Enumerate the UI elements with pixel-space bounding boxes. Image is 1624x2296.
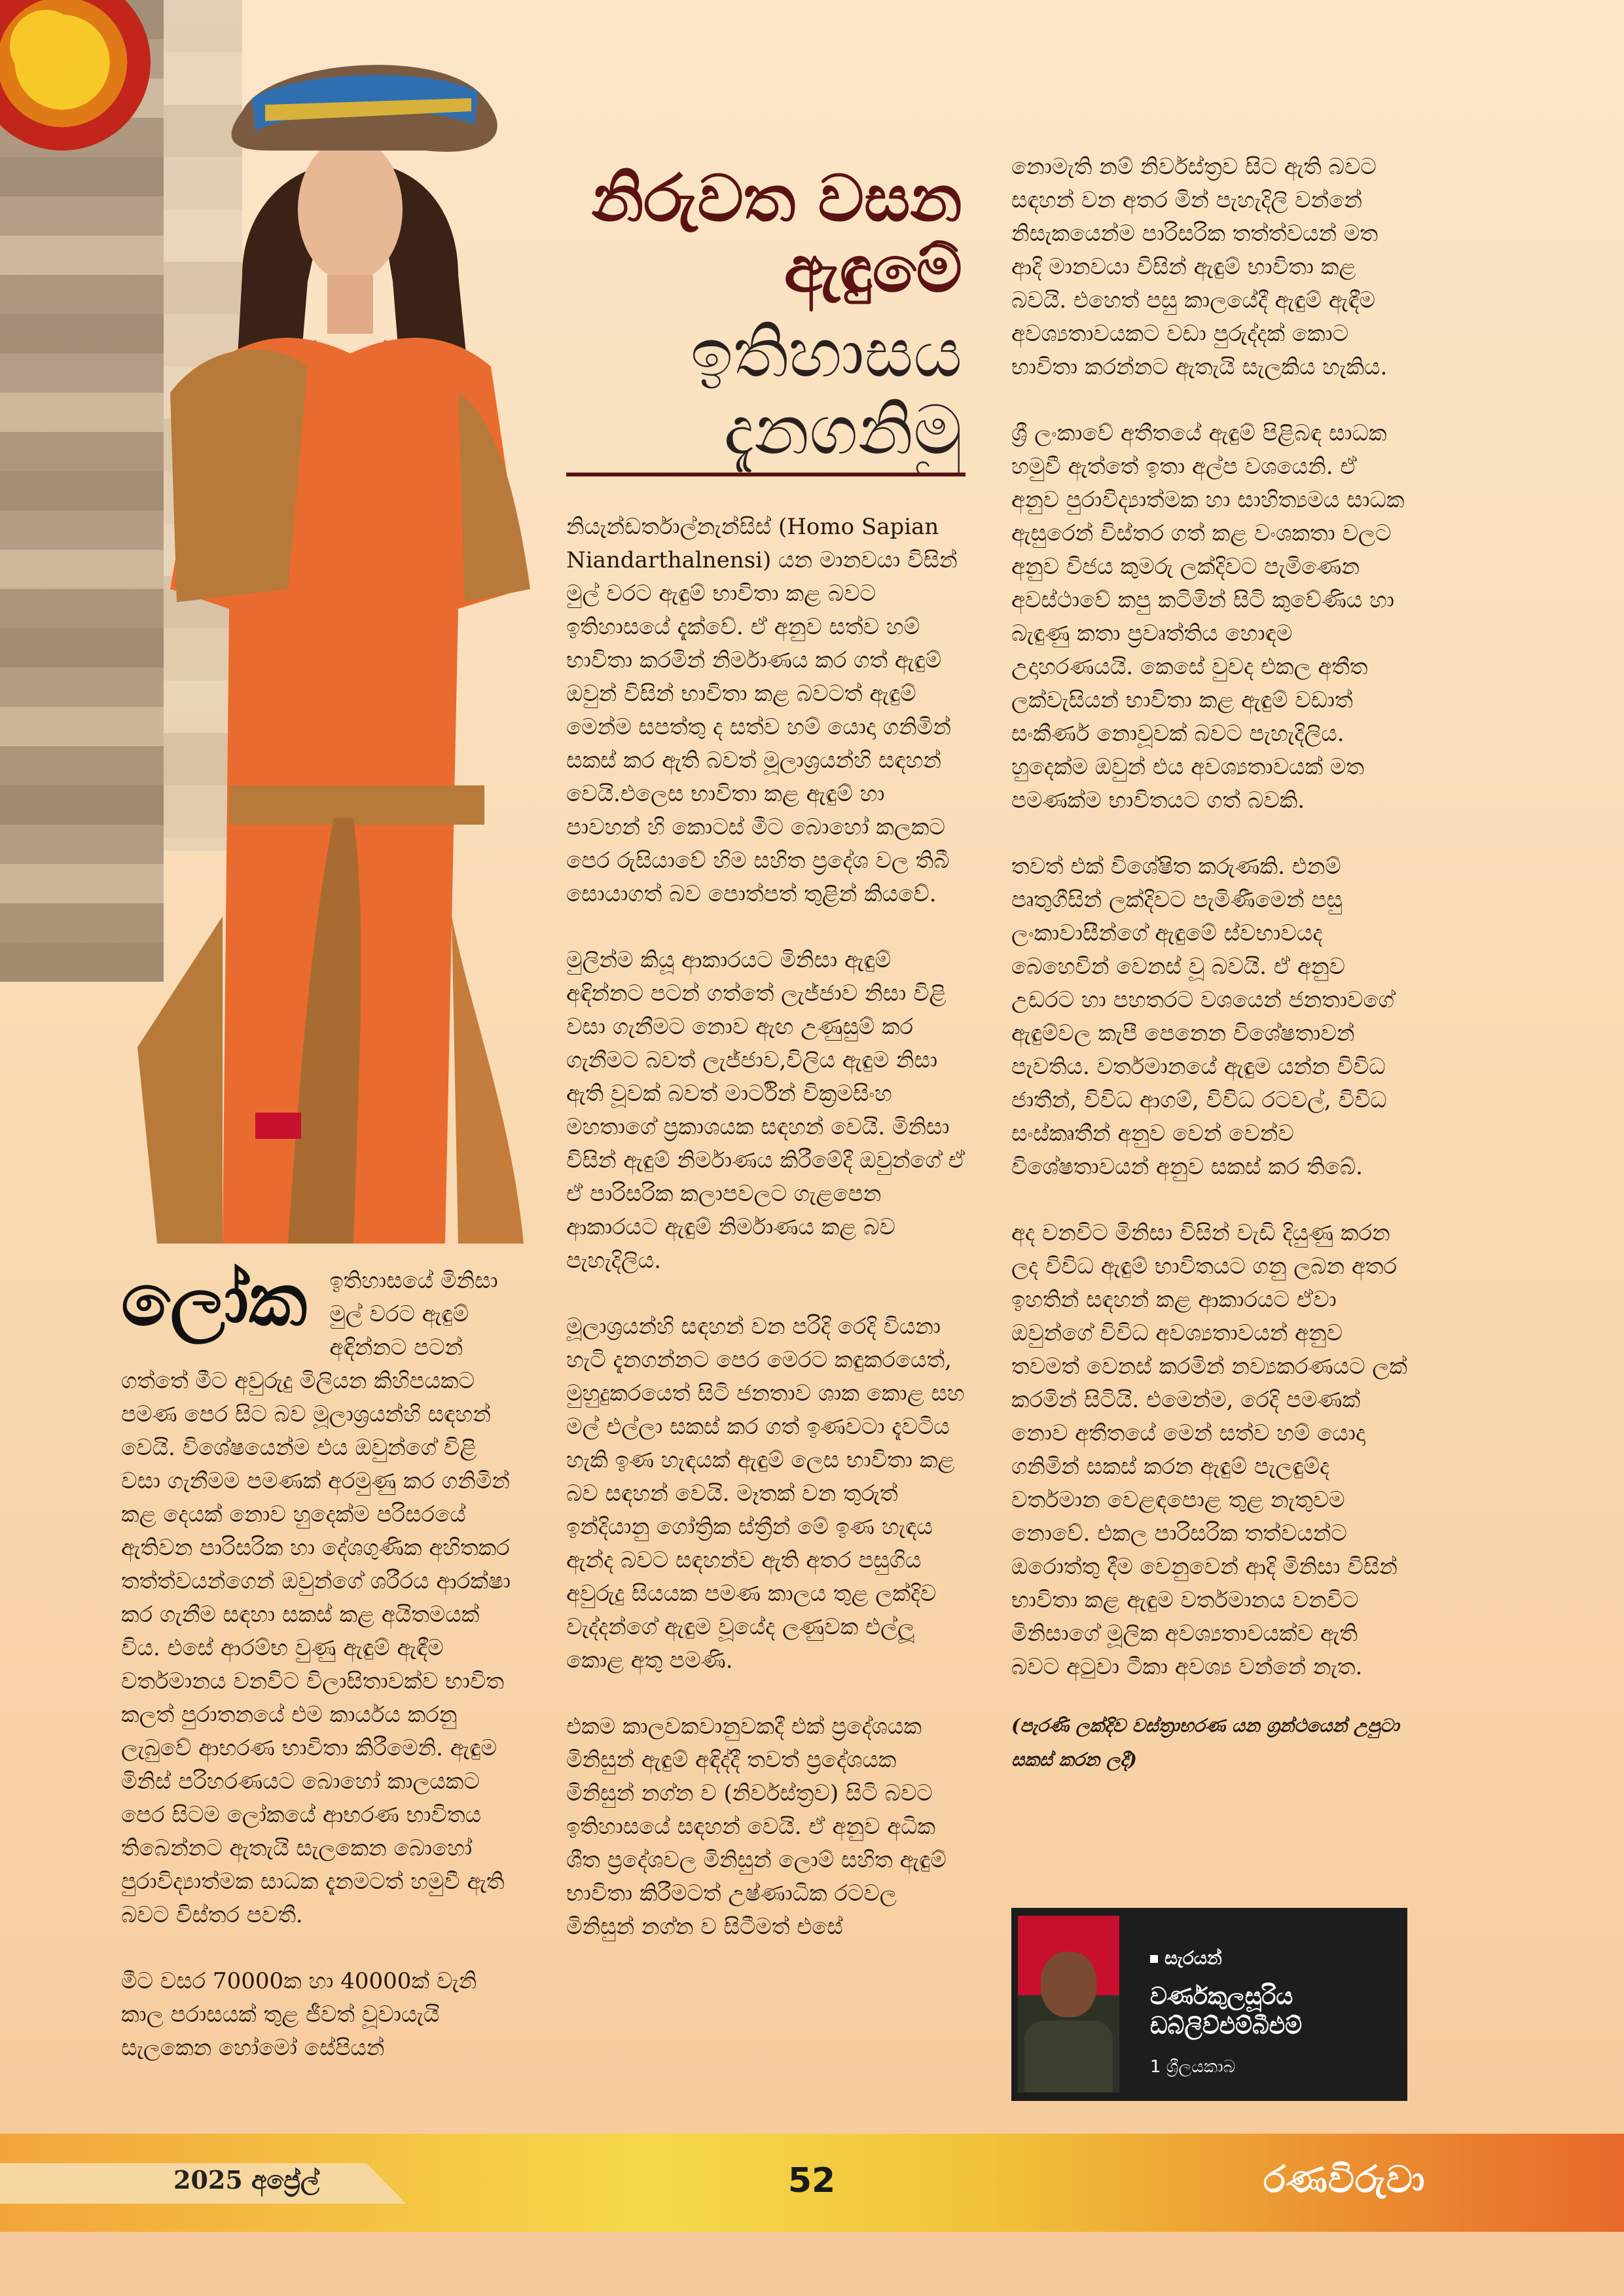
author-uniform (1024, 2020, 1113, 2092)
headline-line-3: ඉතිහාසය (690, 313, 962, 393)
sun-face (10, 10, 82, 82)
headline-line-1: නිරුවත වසන (591, 162, 962, 236)
paragraph: ශ්‍රී ලංකාවේ අතීතයේ ඇඳුම් පිළිබඳ සාධක හමුවී ඇත්තේ ඉතා අල්ප වශයෙනි. ඒ අනුව පුරාවිද්‍යාත්මක හා සාහිත්‍යමය සාධක ඇසුරෙන් විස්තර ගත් කළ වංශකතා වලට අනුව විජය කුමරු ලක්දිවට පැමිණෙන අවස්ථාවේ කපු කටිමින් සිටි කුවේණිය හා බැඳුණු කතා ප්‍රවෘත්තිය හොඳම උදාහරණයයි. කෙසේ වුවද එකල අතීත ලක්වැසියන් භාවිතා කළ ඇඳුම් වඩාත් සංකීර්ණ නොවූවක් බවට පැහැදිලිය. හුදෙක්ම ඔවුන් එය අවශ්‍යතාවයක් මත පමණක්ම භාවිතයට ගත් බවකි. (1011, 420, 1405, 814)
magazine-brand: රණවිරුවා (1263, 2159, 1426, 2201)
headline-divider (566, 473, 965, 476)
author-face (1041, 1952, 1096, 2017)
author-name-line-2: ඩබ්ලිව්එම්බීඑම් (1150, 2013, 1303, 2039)
headline-line-2: ඇඳුමේ (784, 232, 962, 307)
paragraph: මීට වසර 70000ක හා 40000ක් වැනි කාල පරාසයක් තුළ ජීවත් වූවායැයි සැලකෙන හෝමෝ සේපියන් (121, 1968, 477, 2061)
source-credit: (පැරණි ලක්දිව වස්ත්‍රාභරණ යන ග්‍රන්ථයෙන් උපුටා සකස් කරන ලදී) (1011, 1715, 1399, 1770)
article-column-3 (1011, 151, 1411, 1810)
author-box (1011, 1908, 1407, 2101)
paragraph: අද වනවිට මිනිසා විසින් වැඩි දියුණු කරන ලද විවිධ ඇඳුම් භාවිතයට ගනු ලබන අතර ඉහතින් සඳහන් කළ ආකාරයට ඒවා ඔවුන්ගේ විවිධ අවශ්‍යතාවයන් අනුව තවමත් වෙනස් කරමින් නව්‍යකරණයට ලක් කරමින් සිටියි. එමෙන්ම, රෙදි පමණක් නොව අතීතයේ මෙන් සත්ව හම් යොදා ගනිමින් සකස් කරන ඇඳුම් පැලඳුම්ද වර්තමාන වෙළඳපොළ තුළ නැතුවම නොවේ. එකල පාරිසරික තත්වයන්ට ඔරොත්තු දීම වෙනුවෙන් ආදි මිනිසා විසින් භාවිතා කළ ඇඳුම වර්තමානය වනවිට මිනිසාගේ මූලික අවශ්‍යතාවයක්ව ඇති බවට අටුවා ටීකා අවශ්‍ය වන්නේ නැත. (1011, 1220, 1407, 1680)
paragraph: නොමැති නම් නිර්වස්ත්‍රව සිට ඇති බවට සඳහන් වන අතර මින් පැහැදිලි වන්නේ නිසැකයෙන්ම පාරිසරික තත්ත්වයන් මත ආදි මානවයා විසින් ඇඳුම් භාවිතා කළ බවයි. එහෙත් පසු කාලයේදී ඇඳුම් ඇඳීම අවශ්‍යතාවයකට වඩා පුරුද්දක් කොට භාවිතා කරන්නට ඇතැයි සැලකිය හැකිය. (1011, 154, 1388, 380)
paragraph: තවත් එක් විශේෂිත කරුණකි. එනම් පෘතුගීසින් ලක්දිවට පැමිණීමෙන් පසු ලංකාවාසීන්ගේ ඇඳුමේ ස්වභාවයද බෙහෙවින් වෙනස් වූ බවයි. ඒ අනුව උඩරට හා පහතරට වශයෙන් ජනතාවගේ ඇඳුම්වල කැපී පෙනෙන විශේෂතාවන් පැවතිය. වර්තමානයේ ඇඳුම යන්න විවිධ ජාතීන්, විවිධ ආගම්, විවිධ රටවල්, විවිධ සංස්කෘතීන් අනුව වෙන් වෙන්ව විශේෂතාවයන් අනුව සකස් කර තිබේ. (1011, 853, 1394, 1180)
headline-line-4: දැනගනිමු (723, 390, 962, 470)
drop-cap-word: ලෝක (121, 1258, 308, 1342)
article-column-1 (121, 1258, 520, 2098)
author-unit: 1 ශ්‍රීලයකාබ (1150, 2057, 1236, 2077)
paragraph: මූලාශ්‍රයන්හි සඳහන් වන පරිදි රෙදි වියනා හැටි දැනගන්නට පෙර මෙරට කඳුකරයෙත්, මුහුදුකරයෙත් සිටි ජනතාව ශාක කොළ සහ මල් එල්ලා සකස් කර ගත් ඉණවටා දැවටිය හැකි ඉණ හැඳයක් ඇඳුම් ලෙස භාවිතා කළ බව සඳහන් වෙයි. මෑතක් වන තුරුත් ඉන්දියානු ගෝත්‍රික ස්ත්‍රීන් මේ ඉණ හැඳය ඇන්ද බවට සඳහන්ව ඇති අතර පසුගිය අවුරුදු සියයක පමණ කාලය තුළ ලක්දිව වැද්දන්ගේ ඇඳුම වූයේද ලණුවක එල්ලූ කොළ අතු පමණි. (566, 1314, 965, 1674)
footer-date: 2025 අප්‍රේල් (173, 2165, 319, 2195)
page-number: 52 (787, 2161, 836, 2200)
paragraph: ඉතිහාසයේ මිනිසා මුල් වරට ඇඳුම් අඳින්නට පටන් ගත්තේ මීට අවුරුදු මිලියන කිහිපයකට පමණ පෙර සිට බව මූලාශ්‍රයන්හි සඳහන් වෙයි. විශේෂයෙන්ම එය ඔවුන්ගේ විළි වසා ගැනීමම පමණක් අරමුණු කර ගනිමින් කළ දෙයක් නොව හුදෙක්ම පරිසරයේ ඇතිවන පාරිසරික හා දේශගුණික අහිතකර තත්ත්වයන්ගෙන් ඔවුන්ගේ ශරීරය ආරක්ෂා කර ගැනීම සඳහා සකස් කළ අයිතමයක් විය. එසේ ආරම්භ වුණු ඇඳුම් ඇඳීම වර්තමානය වනවිට විලාසිතාවක්ව භාවිත කලත් පුරාතනයේ එම කාර්යය කරනු ලැබුවේ ආභරණ භාවිතා කිරීමෙනි. ඇඳුම මිනිස් පරිහරණයට බොහෝ කාලයකට පෙර සිටම ලෝකයේ ආභරණ භාවිතය තිබෙන්නට ඇතැයි සැලකෙන බොහෝ පුරාවිද්‍යාත්මක සාධක දැනමටත් හමුවී ඇති බවට විස්තර පවතී. (121, 1268, 511, 1928)
author-name-line-1: වර්ණකුලසූරිය (1150, 1983, 1293, 2010)
model-illustration (118, 0, 550, 1250)
author-photo (1018, 1916, 1119, 2092)
paragraph: මුලින්ම කියූ ආකාරයට මිනිසා ඇඳුම් අඳින්නට පටන් ගත්තේ ලැජ්ජාව නිසා විළි වසා ගැනීමට නොව ඇඟ උණුසුම් කර ගැනීමට බවත් ලැජ්ජාව,විලිය ඇඳුම නිසා ඇති වූවක් බවත් මාර්ටින් වික්‍රමසිංහ මහතාගේ ප්‍රකාශයක සඳහන් වෙයි. මිනිසා විසින් ඇඳුම් නිර්මාණය කිරීමේදී ඔවුන්ගේ ඒ ඒ පාරිසරික කලාපවලට ගැළපෙන ආකාරයට ඇඳුම් නිර්මාණය කළ බව පැහැදිලිය. (566, 947, 965, 1274)
author-role: සැරයන් (1150, 1947, 1222, 1969)
model-photo (118, 0, 550, 1250)
headline (569, 164, 962, 469)
article-column-2 (566, 511, 965, 1977)
paragraph: එකම කාලවකවානුවකදී එක් ප්‍රදේශයක මිනිසුන් ඇඳුම් අඳිද්දී තවත් ප්‍රදේශයක මිනිසුන් නග්න ව (නිර්වස්ත්‍රව) සිටි බවට ඉතිහාසයේ සඳහන් වෙයි. ඒ අනුව අධික ශීත ප්‍රදේශවල මිනිසුන් ලොම් සහිත ඇඳුම් භාවිතා කිරීමටත් උෂ්ණාධික රටවල මිනිසුන් නග්න ව සිටීමත් එසේ (566, 1713, 947, 1940)
paragraph: නියැන්ඩර්තාල්නැන්සිස් (Homo Sapian Niandarthalnensi) යන මානවයා විසින් මුල් වරට ඇඳුම් භාවිතා කළ බවට ඉතිහාසයේ දැක්වේ. ඒ අනුව සත්ව හම් භාවිතා කරමින් නිර්මාණය කර ගත් ඇඳුම් ඔවුන් විසින් භාවිතා කළ බවටත් ඇඳුම් මෙන්ම සපත්තු ද සත්ව හම් යොදා ගනිමින් සකස් කර ඇති බවත් මූලාශ්‍රයන්හි සඳහන් වෙයි.එලෙස භාවිතා කළ ඇඳුම් හා පාවහන් හි කොටස් මීට බොහෝ කලකට පෙර රුසියාවේ හිම සහිත ප්‍රදේශ වල තිබී සොයාගත් බව පොත්පත් තුළින් කියවේ. (566, 514, 958, 907)
